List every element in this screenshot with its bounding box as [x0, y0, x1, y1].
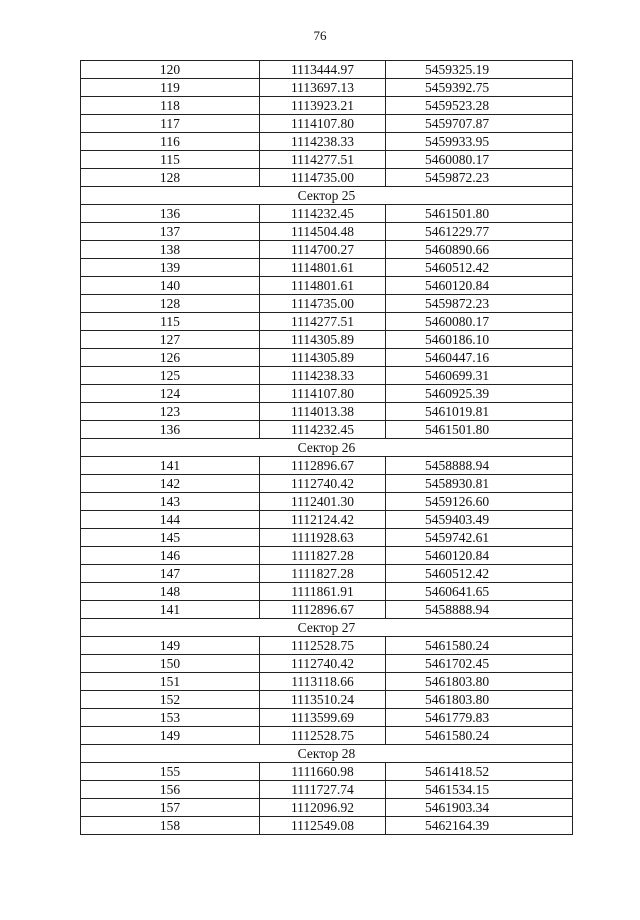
point-number-cell: 119 [81, 79, 260, 97]
table-row [81, 97, 573, 115]
point-number-cell: 128 [81, 295, 260, 313]
x-coordinate-cell: 1114238.33 [260, 133, 386, 151]
table-row [81, 241, 573, 259]
x-coordinate-cell: 1113444.97 [260, 61, 386, 79]
x-coordinate-cell: 1111727.74 [260, 781, 386, 799]
table-row [81, 205, 573, 223]
sector-header-row [81, 439, 573, 457]
table-row [81, 277, 573, 295]
point-number-cell: 115 [81, 151, 260, 169]
point-number-cell: 151 [81, 673, 260, 691]
y-coordinate-cell: 5461501.80 [386, 421, 573, 439]
point-number-cell: 149 [81, 637, 260, 655]
point-number-cell: 142 [81, 475, 260, 493]
x-coordinate-cell: 1114013.38 [260, 403, 386, 421]
y-coordinate-cell: 5460120.84 [386, 547, 573, 565]
point-number-cell: 149 [81, 727, 260, 745]
table-row [81, 691, 573, 709]
x-coordinate-cell: 1111827.28 [260, 565, 386, 583]
x-coordinate-cell: 1114305.89 [260, 331, 386, 349]
x-coordinate-cell: 1112096.92 [260, 799, 386, 817]
point-number-cell: 116 [81, 133, 260, 151]
y-coordinate-cell: 5459126.60 [386, 493, 573, 511]
table-row [81, 475, 573, 493]
y-coordinate-cell: 5458930.81 [386, 475, 573, 493]
point-number-cell: 140 [81, 277, 260, 295]
y-coordinate-cell: 5461534.15 [386, 781, 573, 799]
y-coordinate-cell: 5460512.42 [386, 259, 573, 277]
table-row [81, 637, 573, 655]
x-coordinate-cell: 1112401.30 [260, 493, 386, 511]
y-coordinate-cell: 5461229.77 [386, 223, 573, 241]
x-coordinate-cell: 1114232.45 [260, 205, 386, 223]
y-coordinate-cell: 5458888.94 [386, 457, 573, 475]
point-number-cell: 147 [81, 565, 260, 583]
x-coordinate-cell: 1111827.28 [260, 547, 386, 565]
table-row [81, 79, 573, 97]
point-number-cell: 155 [81, 763, 260, 781]
table-row [81, 817, 573, 835]
table-row [81, 583, 573, 601]
x-coordinate-cell: 1113599.69 [260, 709, 386, 727]
table-row [81, 169, 573, 187]
y-coordinate-cell: 5461019.81 [386, 403, 573, 421]
sector-header-row [81, 187, 573, 205]
table-row [81, 781, 573, 799]
x-coordinate-cell: 1111861.91 [260, 583, 386, 601]
x-coordinate-cell: 1112896.67 [260, 601, 386, 619]
sector-title: Сектор 27 [81, 619, 573, 637]
x-coordinate-cell: 1113510.24 [260, 691, 386, 709]
x-coordinate-cell: 1114700.27 [260, 241, 386, 259]
y-coordinate-cell: 5459933.95 [386, 133, 573, 151]
point-number-cell: 127 [81, 331, 260, 349]
point-number-cell: 150 [81, 655, 260, 673]
x-coordinate-cell: 1114238.33 [260, 367, 386, 385]
table-row [81, 133, 573, 151]
y-coordinate-cell: 5461803.80 [386, 673, 573, 691]
point-number-cell: 148 [81, 583, 260, 601]
y-coordinate-cell: 5458888.94 [386, 601, 573, 619]
point-number-cell: 123 [81, 403, 260, 421]
x-coordinate-cell: 1111660.98 [260, 763, 386, 781]
table-row [81, 763, 573, 781]
x-coordinate-cell: 1114107.80 [260, 115, 386, 133]
y-coordinate-cell: 5459872.23 [386, 295, 573, 313]
x-coordinate-cell: 1114305.89 [260, 349, 386, 367]
y-coordinate-cell: 5459325.19 [386, 61, 573, 79]
y-coordinate-cell: 5459707.87 [386, 115, 573, 133]
y-coordinate-cell: 5460186.10 [386, 331, 573, 349]
x-coordinate-cell: 1113923.21 [260, 97, 386, 115]
table-row [81, 331, 573, 349]
coordinates-table-body [81, 61, 573, 835]
x-coordinate-cell: 1112124.42 [260, 511, 386, 529]
table-row [81, 385, 573, 403]
point-number-cell: 125 [81, 367, 260, 385]
point-number-cell: 128 [81, 169, 260, 187]
y-coordinate-cell: 5461501.80 [386, 205, 573, 223]
point-number-cell: 124 [81, 385, 260, 403]
table-row [81, 403, 573, 421]
x-coordinate-cell: 1112528.75 [260, 637, 386, 655]
x-coordinate-cell: 1114504.48 [260, 223, 386, 241]
table-row [81, 61, 573, 79]
point-number-cell: 146 [81, 547, 260, 565]
table-row [81, 259, 573, 277]
y-coordinate-cell: 5460447.16 [386, 349, 573, 367]
table-row [81, 655, 573, 673]
point-number-cell: 143 [81, 493, 260, 511]
y-coordinate-cell: 5460512.42 [386, 565, 573, 583]
y-coordinate-cell: 5461803.80 [386, 691, 573, 709]
table-row [81, 727, 573, 745]
x-coordinate-cell: 1114277.51 [260, 313, 386, 331]
y-coordinate-cell: 5460080.17 [386, 313, 573, 331]
table-row [81, 799, 573, 817]
x-coordinate-cell: 1113118.66 [260, 673, 386, 691]
table-row [81, 349, 573, 367]
table-row [81, 511, 573, 529]
point-number-cell: 157 [81, 799, 260, 817]
table-row [81, 709, 573, 727]
point-number-cell: 136 [81, 421, 260, 439]
point-number-cell: 141 [81, 457, 260, 475]
point-number-cell: 158 [81, 817, 260, 835]
table-row [81, 601, 573, 619]
y-coordinate-cell: 5459742.61 [386, 529, 573, 547]
y-coordinate-cell: 5461702.45 [386, 655, 573, 673]
x-coordinate-cell: 1112740.42 [260, 475, 386, 493]
x-coordinate-cell: 1112896.67 [260, 457, 386, 475]
table-row [81, 457, 573, 475]
x-coordinate-cell: 1114801.61 [260, 277, 386, 295]
y-coordinate-cell: 5460080.17 [386, 151, 573, 169]
y-coordinate-cell: 5459872.23 [386, 169, 573, 187]
y-coordinate-cell: 5461580.24 [386, 727, 573, 745]
table-row [81, 367, 573, 385]
x-coordinate-cell: 1113697.13 [260, 79, 386, 97]
page-number: 76 [313, 28, 327, 43]
y-coordinate-cell: 5461580.24 [386, 637, 573, 655]
x-coordinate-cell: 1112549.08 [260, 817, 386, 835]
table-row [81, 493, 573, 511]
y-coordinate-cell: 5462164.39 [386, 817, 573, 835]
point-number-cell: 136 [81, 205, 260, 223]
x-coordinate-cell: 1112740.42 [260, 655, 386, 673]
y-coordinate-cell: 5460641.65 [386, 583, 573, 601]
point-number-cell: 126 [81, 349, 260, 367]
point-number-cell: 139 [81, 259, 260, 277]
x-coordinate-cell: 1114735.00 [260, 295, 386, 313]
x-coordinate-cell: 1114801.61 [260, 259, 386, 277]
sector-header-row [81, 619, 573, 637]
y-coordinate-cell: 5459403.49 [386, 511, 573, 529]
sector-title: Сектор 25 [81, 187, 573, 205]
point-number-cell: 153 [81, 709, 260, 727]
point-number-cell: 144 [81, 511, 260, 529]
table-row [81, 565, 573, 583]
y-coordinate-cell: 5461903.34 [386, 799, 573, 817]
table-row [81, 673, 573, 691]
table-row [81, 529, 573, 547]
point-number-cell: 152 [81, 691, 260, 709]
y-coordinate-cell: 5459523.28 [386, 97, 573, 115]
table-row [81, 295, 573, 313]
table-row [81, 313, 573, 331]
table-row [81, 115, 573, 133]
y-coordinate-cell: 5460890.66 [386, 241, 573, 259]
sector-header-row [81, 745, 573, 763]
x-coordinate-cell: 1114735.00 [260, 169, 386, 187]
y-coordinate-cell: 5459392.75 [386, 79, 573, 97]
point-number-cell: 138 [81, 241, 260, 259]
point-number-cell: 115 [81, 313, 260, 331]
x-coordinate-cell: 1111928.63 [260, 529, 386, 547]
table-row [81, 421, 573, 439]
sector-title: Сектор 28 [81, 745, 573, 763]
point-number-cell: 118 [81, 97, 260, 115]
point-number-cell: 145 [81, 529, 260, 547]
y-coordinate-cell: 5460120.84 [386, 277, 573, 295]
point-number-cell: 117 [81, 115, 260, 133]
sector-title: Сектор 26 [81, 439, 573, 457]
table-row [81, 151, 573, 169]
y-coordinate-cell: 5460699.31 [386, 367, 573, 385]
y-coordinate-cell: 5461779.83 [386, 709, 573, 727]
point-number-cell: 156 [81, 781, 260, 799]
point-number-cell: 137 [81, 223, 260, 241]
point-number-cell: 120 [81, 61, 260, 79]
y-coordinate-cell: 5461418.52 [386, 763, 573, 781]
table-row [81, 223, 573, 241]
table-row [81, 547, 573, 565]
coordinates-table [80, 60, 573, 835]
point-number-cell: 141 [81, 601, 260, 619]
y-coordinate-cell: 5460925.39 [386, 385, 573, 403]
x-coordinate-cell: 1114277.51 [260, 151, 386, 169]
x-coordinate-cell: 1114107.80 [260, 385, 386, 403]
x-coordinate-cell: 1112528.75 [260, 727, 386, 745]
x-coordinate-cell: 1114232.45 [260, 421, 386, 439]
